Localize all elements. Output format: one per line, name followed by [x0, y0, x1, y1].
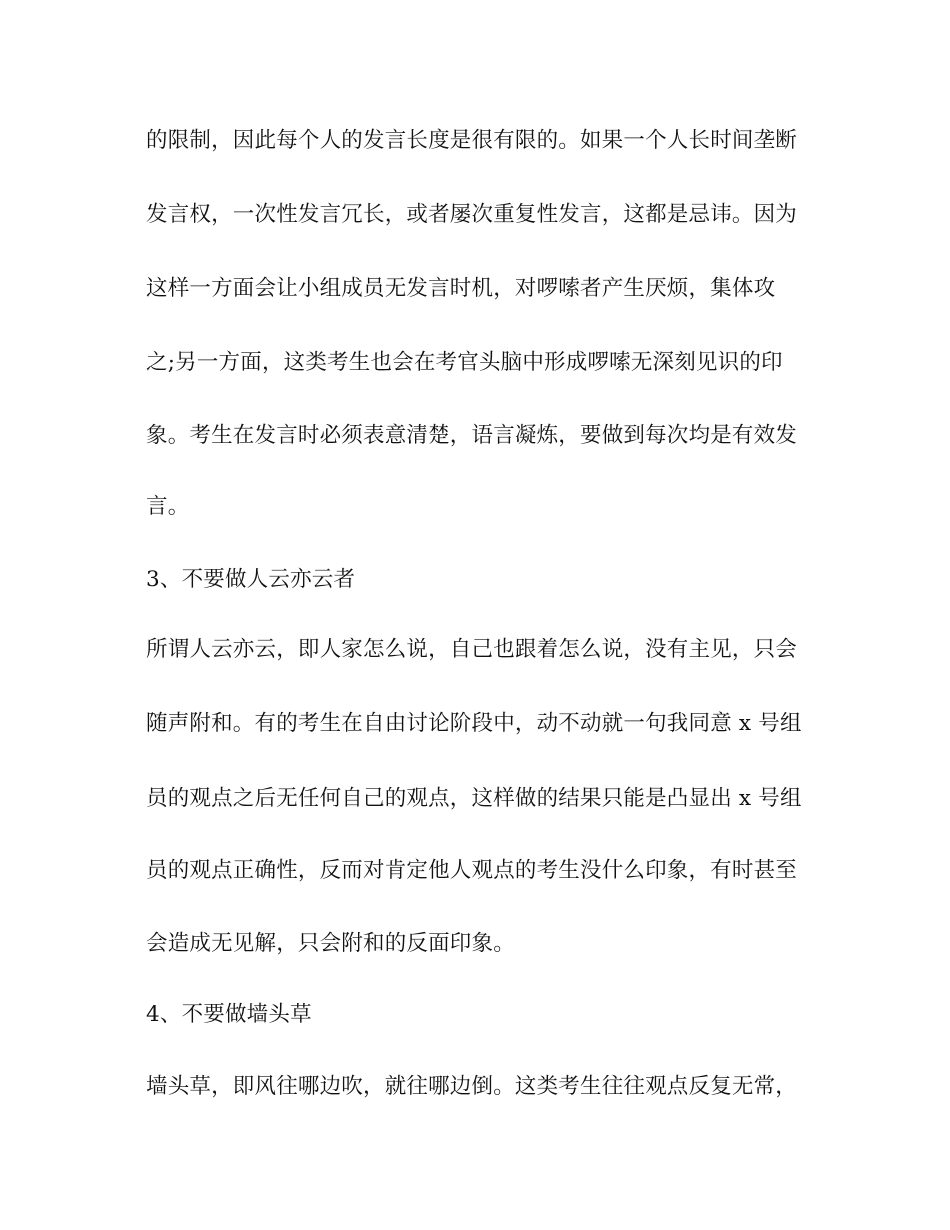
paragraph-line: 的限制，因此每个人的发言长度是很有限的。如果一个人长时间垄断 [146, 128, 798, 153]
paragraph-line: 象。考生在发言时必须表意清楚，语言凝炼，要做到每次均是有效发 [146, 423, 798, 448]
paragraph-line: 员的观点正确性，反而对肯定他人观点的考生没什么印象，有时甚至 [146, 858, 798, 883]
paragraph-line: 会造成无见解，只会附和的反面印象。 [146, 931, 515, 956]
paragraph-line: 言。 [146, 494, 190, 519]
paragraph-line: 所谓人云亦云，即人家怎么说，自己也跟着怎么说，没有主见，只会 [146, 637, 798, 662]
paragraph-line: 墙头草，即风往哪边吹，就往哪边倒。这类考生往往观点反复无常， [146, 1074, 798, 1099]
paragraph-line: 发言权，一次性发言冗长，或者屡次重复性发言，这都是忌讳。因为 [146, 202, 798, 227]
paragraph-line: 这样一方面会让小组成员无发言时机，对啰嗦者产生厌烦，集体攻 [146, 276, 776, 301]
section-heading-3: 3、不要做人云亦云者 [146, 567, 356, 592]
paragraph-line: 随声附和。有的考生在自由讨论阶段中，动不动就一句我同意 x 号组 [146, 711, 802, 736]
paragraph-line: 员的观点之后无任何自己的观点，这样做的结果只能是凸显出 x 号组 [146, 786, 802, 811]
paragraph-line: 之;另一方面，这类考生也会在考官头脑中形成啰嗦无深刻见识的印 [146, 350, 783, 375]
section-heading-4: 4、不要做墙头草 [146, 1002, 312, 1027]
